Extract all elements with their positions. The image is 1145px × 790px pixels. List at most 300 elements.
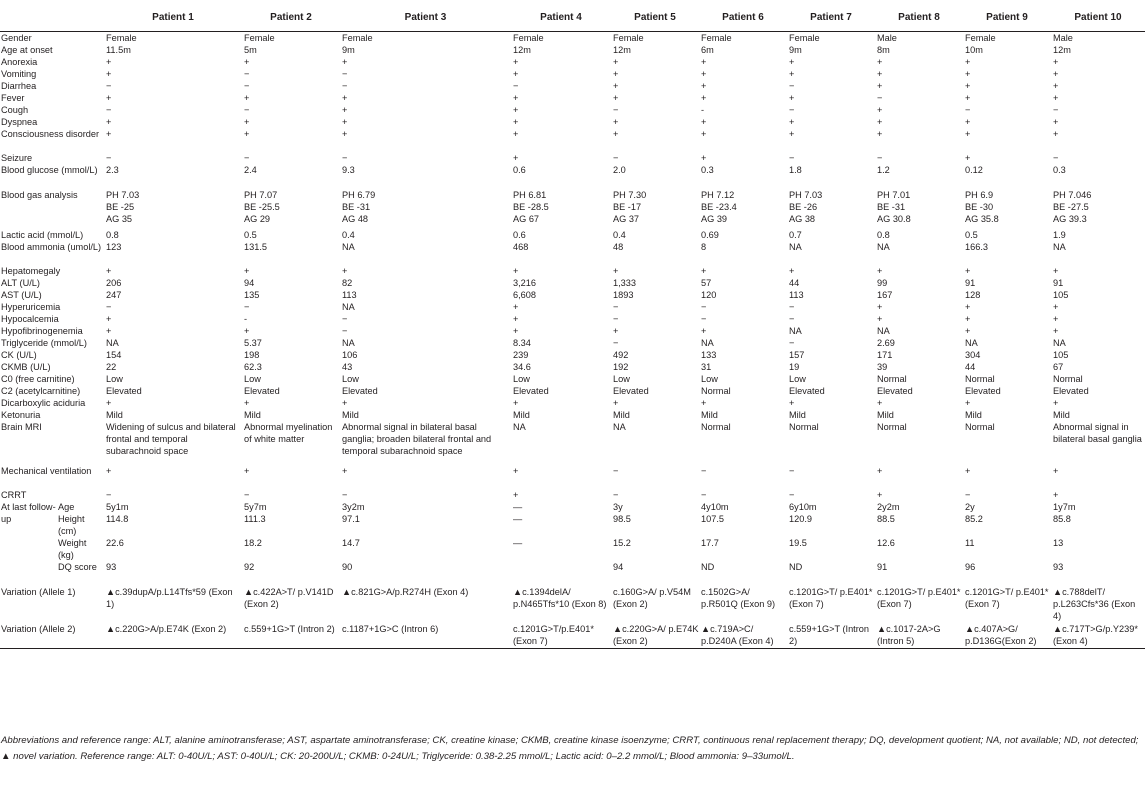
table-cell: + (965, 466, 971, 476)
table-row (0, 241, 1145, 265)
table-cell: − (613, 490, 619, 500)
table-cell: 92 (244, 562, 255, 572)
table-cell: 105 (1053, 290, 1069, 300)
table-cell: Low (106, 374, 123, 384)
table-cell: + (965, 57, 971, 67)
table-row (0, 104, 1145, 116)
table-cell: c.1502G>A/ p.R501Q (Exon 9) (701, 587, 776, 609)
table-cell: Female (789, 33, 820, 43)
table-cell: + (513, 93, 519, 103)
table-cell: Elevated (789, 386, 825, 396)
table-cell: + (1053, 69, 1059, 79)
table-cell: NA (342, 242, 355, 252)
table-cell: + (877, 398, 883, 408)
header-cell: Patient 6 (699, 4, 787, 32)
table-cell: − (244, 69, 250, 79)
table-cell: + (701, 266, 707, 276)
table-cell: − (106, 105, 112, 115)
table-cell: 5m (244, 45, 257, 55)
clinical-table (0, 4, 1145, 649)
table-row (0, 325, 1145, 337)
table-cell: 93 (106, 562, 117, 572)
table-row (0, 116, 1145, 128)
table-cell: + (244, 466, 250, 476)
table-cell: 99 (877, 278, 888, 288)
table-cell: + (106, 69, 112, 79)
table-cell: + (701, 93, 707, 103)
table-cell: + (244, 57, 250, 67)
table-cell: Mild (789, 410, 806, 420)
table-cell: − (965, 490, 971, 500)
table-cell: Low (244, 374, 261, 384)
table-cell: + (965, 81, 971, 91)
table-row (0, 80, 1145, 92)
table-cell: + (513, 153, 519, 163)
table-cell: 171 (877, 350, 893, 360)
table-cell: + (342, 117, 348, 127)
table-cell: — (513, 502, 523, 512)
table-cell: 11.5m (106, 45, 131, 55)
row-label: Blood ammonia (umol/L) (1, 242, 102, 252)
row-label: Fever (1, 93, 25, 103)
table-cell: 1.2 (877, 165, 890, 175)
row-label: Consciousness disorder (1, 129, 100, 139)
table-cell: 44 (789, 278, 800, 288)
table-cell: c.160G>A/ p.V54M (Exon 2) (613, 587, 691, 609)
table-cell: 31 (701, 362, 712, 372)
table-cell: + (613, 93, 619, 103)
table-cell: 12m (513, 45, 531, 55)
row-label: AST (U/L) (1, 290, 42, 300)
table-cell: Abnormal myelination of white matter (244, 422, 333, 444)
table-cell: + (513, 326, 519, 336)
table-cell: − (789, 490, 795, 500)
table-row (0, 501, 1145, 513)
table-cell: PH 7.07 BE -25.5 AG 29 (244, 190, 280, 224)
table-cell: — (513, 538, 523, 548)
table-cell: 167 (877, 290, 893, 300)
table-cell: − (513, 81, 519, 91)
table-cell: 166.3 (965, 242, 988, 252)
table-cell: 3y (613, 502, 623, 512)
table-cell: 3y2m (342, 502, 365, 512)
row-label: CK (U/L) (1, 350, 37, 360)
header-cell: Patient 9 (963, 4, 1051, 32)
table-cell: 48 (613, 242, 624, 252)
table-row (0, 68, 1145, 80)
table-cell: − (701, 302, 707, 312)
table-cell: 247 (106, 290, 122, 300)
table-cell: + (701, 398, 707, 408)
table-cell: + (244, 129, 250, 139)
row-label: Cough (1, 105, 29, 115)
table-cell: + (965, 117, 971, 127)
table-cell: 1.8 (789, 165, 802, 175)
table-row (0, 289, 1145, 301)
table-row (0, 128, 1145, 152)
table-cell: + (613, 266, 619, 276)
table-cell: 85.2 (965, 514, 983, 524)
row-label: Blood glucose (mmol/L) (1, 165, 98, 175)
table-cell: 206 (106, 278, 122, 288)
table-cell: 2y2m (877, 502, 900, 512)
table-cell: c.1201G>T/ p.E401* (Exon 7) (877, 587, 961, 609)
table-cell: Mild (106, 410, 123, 420)
header-cell: Patient 3 (340, 4, 511, 32)
table-cell: 91 (1053, 278, 1064, 288)
table-cell: 131.5 (244, 242, 267, 252)
row-label: Triglyceride (mmol/L) (1, 338, 87, 348)
table-cell: − (244, 81, 250, 91)
table-cell: Normal (701, 386, 731, 396)
table-cell: — (513, 514, 523, 524)
table-cell: + (789, 266, 795, 276)
table-cell: - (244, 314, 248, 324)
table-cell: − (244, 153, 250, 163)
table-cell: 39 (877, 362, 888, 372)
table-row (0, 229, 1145, 241)
header-cell: Patient 1 (104, 4, 242, 32)
table-cell: + (789, 93, 795, 103)
table-cell: 88.5 (877, 514, 895, 524)
table-cell: 9.3 (342, 165, 355, 175)
table-row (0, 409, 1145, 421)
table-cell: 96 (965, 562, 976, 572)
table-cell: Low (342, 374, 359, 384)
table-cell: ▲c.1017-2A>G (Intron 5) (875, 623, 963, 648)
table-cell: NA (342, 338, 355, 348)
table-cell: 0.3 (1053, 165, 1066, 175)
table-row (0, 489, 1145, 501)
row-label: Hypocalcemia (1, 314, 59, 324)
table-cell: PH 7.03 BE -25 AG 35 (106, 190, 140, 224)
table-cell: c.1201G>T/p.E401* (Exon 7) (511, 623, 611, 648)
table-cell: 0.4 (342, 230, 355, 240)
table-cell: + (877, 466, 883, 476)
table-cell: Elevated (965, 386, 1001, 396)
table-cell: 18.2 (244, 538, 262, 548)
table-cell: + (877, 69, 883, 79)
table-cell: ▲c.220G>A/ p.E74K (Exon 2) (613, 624, 699, 646)
table-cell: 34.6 (513, 362, 531, 372)
table-cell: + (513, 129, 519, 139)
table-cell: 120 (701, 290, 717, 300)
table-row (0, 189, 1145, 229)
table-cell: Low (701, 374, 718, 384)
table-cell: + (513, 398, 519, 408)
table-cell: + (106, 93, 112, 103)
table-cell: + (613, 69, 619, 79)
table-cell: 62.3 (244, 362, 262, 372)
table-cell: + (1053, 302, 1059, 312)
table-cell: 113 (789, 290, 804, 300)
row-label: CRRT (1, 490, 27, 500)
table-cell: 492 (613, 350, 629, 360)
table-cell: + (789, 129, 795, 139)
table-cell: PH 7.01 BE -31 AG 30.8 (877, 190, 911, 224)
table-cell: PH 6.81 BE -28.5 AG 67 (513, 190, 549, 224)
table-cell: + (965, 314, 971, 324)
table-row (0, 313, 1145, 325)
header-cell: Patient 5 (611, 4, 699, 32)
table-cell: 0.3 (701, 165, 714, 175)
table-cell: − (342, 153, 348, 163)
table-cell: − (106, 153, 112, 163)
table-cell: NA (1053, 242, 1066, 252)
table-row (0, 537, 1145, 561)
table-cell: Male (1053, 33, 1073, 43)
table-cell: ▲c.422A>T/ p.V141D (Exon 2) (244, 587, 334, 609)
table-cell: 8 (701, 242, 707, 252)
row-label: Anorexia (1, 57, 38, 67)
row-label: Gender (1, 33, 32, 43)
table-cell: 85.8 (1053, 514, 1071, 524)
table-cell: − (789, 466, 795, 476)
table-cell: − (789, 105, 795, 115)
table-cell: 15.2 (613, 538, 631, 548)
table-cell: Abnormal signal in bilateral basal ganglia; broaden bilateral frontal and temporal subarachnoid space (342, 422, 492, 456)
table-cell: 0.8 (877, 230, 890, 240)
table-cell: Normal (1053, 374, 1083, 384)
table-cell: + (965, 302, 971, 312)
table-cell: + (1053, 117, 1059, 127)
table-cell: ▲c.788delT/ p.L263Cfs*36 (Exon 4) (1053, 587, 1136, 621)
row-label: Variation (Allele 2) (0, 623, 104, 648)
header-cell: Patient 8 (875, 4, 963, 32)
table-cell: − (789, 302, 795, 312)
table-cell: − (789, 153, 795, 163)
table-cell: 1893 (613, 290, 634, 300)
table-cell: 113 (342, 290, 357, 300)
table-cell: Female (106, 33, 137, 43)
table-cell: 22.6 (106, 538, 124, 548)
table-cell: + (244, 266, 250, 276)
table-cell: + (342, 93, 348, 103)
table-cell: + (513, 105, 519, 115)
table-cell: 135 (244, 290, 260, 300)
row-label: C2 (acetylcarnitine) (1, 386, 81, 396)
table-cell: 106 (342, 350, 358, 360)
table-cell: Elevated (244, 386, 280, 396)
table-cell: − (106, 490, 112, 500)
table-cell: + (877, 129, 883, 139)
table-cell: + (701, 326, 707, 336)
table-cell: Normal (877, 422, 907, 432)
table-cell: 8.34 (513, 338, 531, 348)
table-cell: + (106, 398, 112, 408)
table-cell: − (1053, 153, 1059, 163)
table-cell: Mild (1053, 410, 1070, 420)
table-row (0, 277, 1145, 289)
table-cell: − (701, 314, 707, 324)
table-cell: Mild (965, 410, 982, 420)
table-cell: + (789, 57, 795, 67)
table-cell: + (877, 81, 883, 91)
table-cell: + (106, 117, 112, 127)
table-row (0, 513, 1145, 537)
row-label: Vomiting (1, 69, 37, 79)
table-row (0, 301, 1145, 313)
table-cell: Mild (701, 410, 718, 420)
row-label: Hypofibrinogenemia (1, 326, 83, 336)
sub-row-label: DQ score (58, 562, 97, 572)
table-cell: + (342, 57, 348, 67)
row-label: Mechanical ventilation (1, 466, 92, 476)
table-cell: 157 (789, 350, 805, 360)
table-cell: 9m (342, 45, 355, 55)
table-cell: 10m (965, 45, 983, 55)
table-cell: 6m (701, 45, 714, 55)
table-row (0, 373, 1145, 385)
table-cell: 239 (513, 350, 529, 360)
table-cell: + (513, 490, 519, 500)
table-cell: − (244, 490, 250, 500)
table-cell: + (106, 466, 112, 476)
table-cell: ▲c.407A>G/ p.D136G(Exon 2) (963, 623, 1051, 648)
table-cell: + (613, 81, 619, 91)
table-cell: − (789, 81, 795, 91)
table-cell: + (613, 398, 619, 408)
table-cell: c.559+1G>T (Intron 2) (787, 623, 875, 648)
table-cell: − (613, 105, 619, 115)
table-cell: 114.8 (106, 514, 129, 524)
table-cell: 3,216 (513, 278, 536, 288)
table-cell: Female (342, 33, 373, 43)
table-row (0, 465, 1145, 489)
table-footnote: Abbreviations and reference range: ALT, alanine aminotransferase; AST, aspartate aminotransferase; CK, creatine kinase; CKMB, creatine kinase isoenzyme; CRRT, continuous renal replacement therapy; DQ, development quotient; NA, not available; ND, not detected; ▲ novel variation. Reference range: ALT: 0-40U/L; AST: 0-40U/L; CK: 20-200U/L; CKMB: 0-24U/L; Triglyceride: 0.38-2.25 mmol/L; Lactic acid: 0–2.2 mmol/L; Blood ammonia: 9–33umol/L. (1, 735, 1139, 762)
table-cell: Elevated (613, 386, 649, 396)
table-cell: + (965, 153, 971, 163)
table-cell: + (1053, 490, 1059, 500)
table-cell: 4y10m (701, 502, 729, 512)
table-cell: + (701, 153, 707, 163)
table-cell: Normal (965, 374, 995, 384)
table-cell: + (244, 93, 250, 103)
table-cell: + (789, 398, 795, 408)
table-cell: Low (513, 374, 530, 384)
table-cell: + (965, 69, 971, 79)
sub-row-label: Age (58, 502, 75, 512)
table-cell: 0.5 (965, 230, 978, 240)
table-cell: 2.4 (244, 165, 257, 175)
table-cell: 5.37 (244, 338, 262, 348)
table-cell: + (789, 69, 795, 79)
table-cell: 8m (877, 45, 890, 55)
table-cell: − (106, 302, 112, 312)
table-cell: 133 (701, 350, 717, 360)
table-row (0, 337, 1145, 349)
row-label: Diarrhea (1, 81, 37, 91)
table-cell: + (342, 129, 348, 139)
table-cell: − (613, 314, 619, 324)
table-row (0, 397, 1145, 409)
table-cell: − (244, 302, 250, 312)
table-cell: 12m (1053, 45, 1071, 55)
table-cell: 0.12 (965, 165, 983, 175)
table-cell: + (613, 57, 619, 67)
row-label: At last follow-up (1, 502, 56, 524)
header-cell: Patient 7 (787, 4, 875, 32)
table-cell: Elevated (106, 386, 142, 396)
table-cell: 98.5 (613, 514, 631, 524)
table-cell: 0.6 (513, 230, 526, 240)
table-cell: + (877, 117, 883, 127)
table-cell: 91 (965, 278, 976, 288)
table-cell: Elevated (877, 386, 913, 396)
table-cell: 128 (965, 290, 981, 300)
table-cell: + (1053, 466, 1059, 476)
table-cell: − (613, 153, 619, 163)
table-cell: − (701, 466, 707, 476)
table-row (0, 586, 1145, 623)
table-cell: + (106, 57, 112, 67)
table-cell: Normal (701, 422, 731, 432)
table-cell: + (513, 57, 519, 67)
row-label: Seizure (1, 153, 33, 163)
table-cell: + (1053, 93, 1059, 103)
table-cell: − (877, 93, 883, 103)
table-cell: NA (965, 338, 978, 348)
table-cell: 111.3 (244, 514, 266, 524)
table-row (0, 164, 1145, 189)
table-cell: ▲c.717T>G/p.Y239* (Exon 4) (1051, 623, 1145, 648)
table-cell: 198 (244, 350, 260, 360)
table-cell: + (342, 398, 348, 408)
table-cell: 19 (789, 362, 800, 372)
table-cell: + (513, 266, 519, 276)
table-cell: PH 7.30 BE -17 AG 37 (613, 190, 647, 224)
table-cell: 0.8 (106, 230, 119, 240)
table-cell: Female (244, 33, 275, 43)
table-cell: 93 (1053, 562, 1064, 572)
table-cell: + (513, 314, 519, 324)
table-cell: Female (965, 33, 996, 43)
table-cell: + (877, 314, 883, 324)
table-cell: + (106, 129, 112, 139)
table-cell: Female (701, 33, 732, 43)
table-cell: + (342, 105, 348, 115)
table-row (0, 152, 1145, 164)
table-cell: ▲c.719A>C/ p.D240A (Exon 4) (699, 623, 787, 648)
table-cell: − (342, 81, 348, 91)
table-cell: 19.5 (789, 538, 807, 548)
table-cell: Normal (789, 422, 819, 432)
table-cell: 22 (106, 362, 117, 372)
table-cell: PH 7.03 BE -26 AG 38 (789, 190, 823, 224)
table-cell: − (342, 490, 348, 500)
table-cell: Low (789, 374, 806, 384)
table-cell: 44 (965, 362, 976, 372)
table-row (0, 32, 1145, 45)
table-cell: PH 6.9 BE -30 AG 35.8 (965, 190, 999, 224)
table-cell: 5y7m (244, 502, 267, 512)
table-cell: − (789, 338, 795, 348)
table-cell: PH 6.79 BE -31 AG 48 (342, 190, 376, 224)
table-cell: ND (701, 562, 715, 572)
table-cell: 123 (106, 242, 122, 252)
table-cell: c.559+1G>T (Intron 2) (242, 623, 340, 648)
table-cell: − (701, 490, 707, 500)
table-cell: − (342, 326, 348, 336)
table-cell: Normal (965, 422, 995, 432)
table-cell: − (1053, 105, 1059, 115)
table-cell: NA (789, 242, 802, 252)
table-cell: 17.7 (701, 538, 719, 548)
table-cell: 6,608 (513, 290, 536, 300)
table-cell: 2.69 (877, 338, 895, 348)
row-label: CKMB (U/L) (1, 362, 51, 372)
table-cell: + (965, 266, 971, 276)
